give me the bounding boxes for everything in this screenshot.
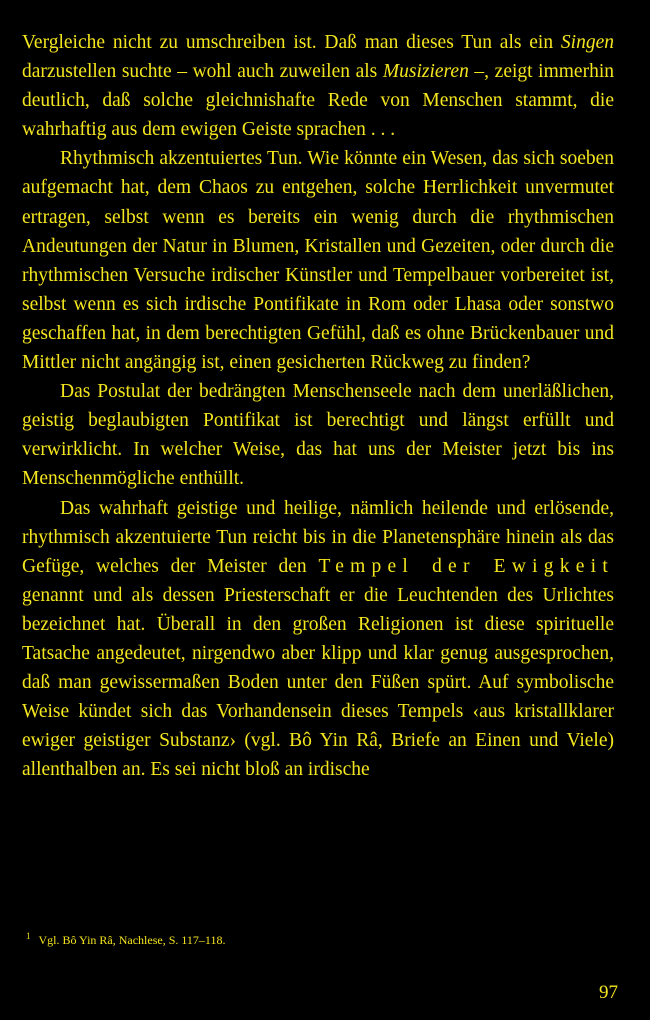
text-run: Das Postulat der bedrängten Menschenseele nach dem unerläßlichen, geistig beglaubigten Pontifikat ist berechtigt und längst erfüllt und verwirklicht. In welcher Weise, das hat uns der Meister jetzt bis ins Menschenmögliche enthüllt. [22,381,614,490]
text-run: Vergleiche nicht zu umschreiben ist. Daß man dieses Tun als ein [22,32,561,53]
text-run: Rhythmisch akzentuiertes Tun. Wie könnte ein Wesen, das sich soeben aufgemacht hat, dem Chaos zu entgehen, solche Herrlichkeit unvermutet ertragen, selbst wenn es bereits ein wenig durch die rhythmischen Andeutungen der Natur in Blumen, Kristallen und Gezeiten, oder durch die rhythmischen Versuche irdischer Künstler und Tempelbauer vorbereitet ist, selbst wenn es sich irdische Pontifikate in Rom oder Lhasa oder sonstwo geschaffen hat, in dem berechtigten Gefühl, daß es ohne Brückenbauer und Mittler nicht angängig ist, einen gesicherten Rückweg zu finden? [22,148,614,374]
page-number: 97 [599,982,618,1003]
text-run: genannt und als dessen Priesterschaft er die Leuchtenden des Urlichtes bezeichnet hat. Überall in den großen Religionen ist diese spirituelle Tatsache angedeutet, nirgendwo aber klipp und klar genug ausgesprochen, daß man gewissermaßen Boden unter den Füßen spürt. Auf symbolische Weise kündet sich das Vorhandensein dieses Tempels ‹aus kristallklarer ewiger geistiger Substanz› (vgl. Bô Yin Râ, Briefe an Einen und Viele) allenthalben an. Es sei nicht bloß an irdische [22,584,614,781]
text-run: darzustellen suchte – wohl auch zuweilen als [22,61,383,83]
paragraph [22,494,614,785]
paragraph [22,28,614,144]
paragraph [22,144,614,377]
footnote-text: Vgl. Bô Yin Râ, Nachlese, S. 117–118. [38,933,226,947]
spaced-text: Tempel der Ewigkeit [318,555,614,577]
text-run: Das wahrhaft geistige und heilige, nämlich heilende und erlösende, rhythmisch akzentuierte Tun reicht bis in die Planetensphäre hinein als das Gefüge, welches der Meister den [22,497,614,577]
italic-text: Singen [560,32,614,53]
body-text [22,28,614,784]
footnote-marker: 1 [26,931,31,941]
italic-text: Musizieren [382,61,469,83]
paragraph [22,377,614,493]
text-run: –, zeigt immerhin deutlich, daß solche gleichnishafte Rede von Menschen stammt, die wahrhaftig aus dem ewigen Geiste sprachen . . . [22,61,614,141]
footnote [26,928,225,948]
